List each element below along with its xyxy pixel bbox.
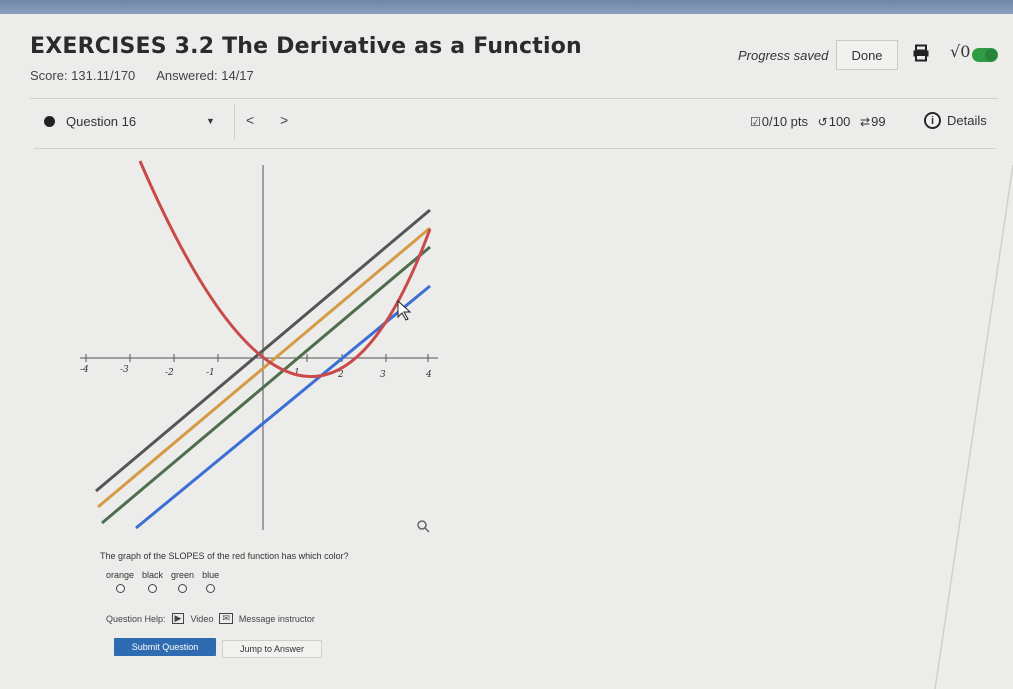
x-tick-label: 2: [338, 370, 344, 380]
radio-button[interactable]: [148, 584, 157, 593]
option-green[interactable]: [171, 570, 194, 593]
message-instructor-link[interactable]: Message instructor: [238, 613, 315, 624]
question-graph: [70, 155, 450, 540]
video-link[interactable]: Video: [190, 613, 214, 624]
radio-button[interactable]: [116, 584, 125, 593]
info-icon: i: [924, 112, 941, 129]
page-title: EXERCISES 3.2 The Derivative as a Function: [30, 34, 582, 59]
chevron-down-icon[interactable]: ▼: [206, 116, 215, 126]
question-text: The graph of the SLOPES of the red function has which color?: [100, 551, 349, 561]
x-tick-label: 4: [426, 370, 432, 380]
details-label: Details: [947, 113, 987, 128]
option-label: black: [142, 570, 164, 580]
x-tick-label: 3: [380, 370, 386, 380]
answer-options: [106, 570, 219, 593]
option-black[interactable]: [142, 570, 163, 593]
orange-line: [98, 228, 430, 507]
option-label: green: [171, 570, 195, 580]
points-text: 0/10 pts: [761, 114, 809, 129]
question-selector[interactable]: Question 16: [66, 114, 137, 129]
score-text: Score: 131.11/170: [30, 68, 136, 83]
message-icon: ✉: [219, 613, 233, 624]
attempts-text: 99: [871, 114, 886, 129]
option-label: blue: [202, 570, 220, 580]
submit-question-button[interactable]: Submit Question: [114, 638, 216, 656]
x-tick-label: -4: [80, 365, 89, 375]
next-question-button[interactable]: >: [280, 112, 289, 128]
red-function-curve: [140, 161, 430, 377]
video-icon: ▶: [172, 613, 185, 624]
retries-text: 100: [828, 114, 851, 129]
retry-icon: ↺: [817, 115, 828, 129]
x-tick-label: -2: [165, 368, 174, 378]
x-tick-label: -3: [120, 365, 129, 375]
answered-text: Answered: 14/17: [156, 68, 254, 83]
attempts-icon: ⇄: [860, 115, 871, 129]
help-label: Question Help:: [106, 613, 166, 624]
radio-button[interactable]: [206, 584, 215, 593]
done-button[interactable]: Done: [836, 40, 898, 70]
option-orange[interactable]: [106, 570, 134, 593]
option-blue[interactable]: [202, 570, 219, 593]
checkbox-icon: ☑: [750, 115, 761, 129]
radio-button[interactable]: [178, 584, 187, 593]
jump-to-answer-button[interactable]: Jump to Answer: [222, 640, 322, 658]
question-help: [106, 613, 315, 624]
math-entry-icon[interactable]: √0: [950, 42, 971, 61]
x-tick-label: 1: [294, 368, 300, 378]
green-line: [102, 247, 430, 523]
previous-question-button[interactable]: <: [246, 112, 255, 128]
magnifier-icon[interactable]: [418, 521, 429, 532]
x-tick-label: -1: [206, 368, 215, 378]
progress-status: Progress saved: [738, 48, 829, 63]
option-label: orange: [106, 570, 135, 580]
